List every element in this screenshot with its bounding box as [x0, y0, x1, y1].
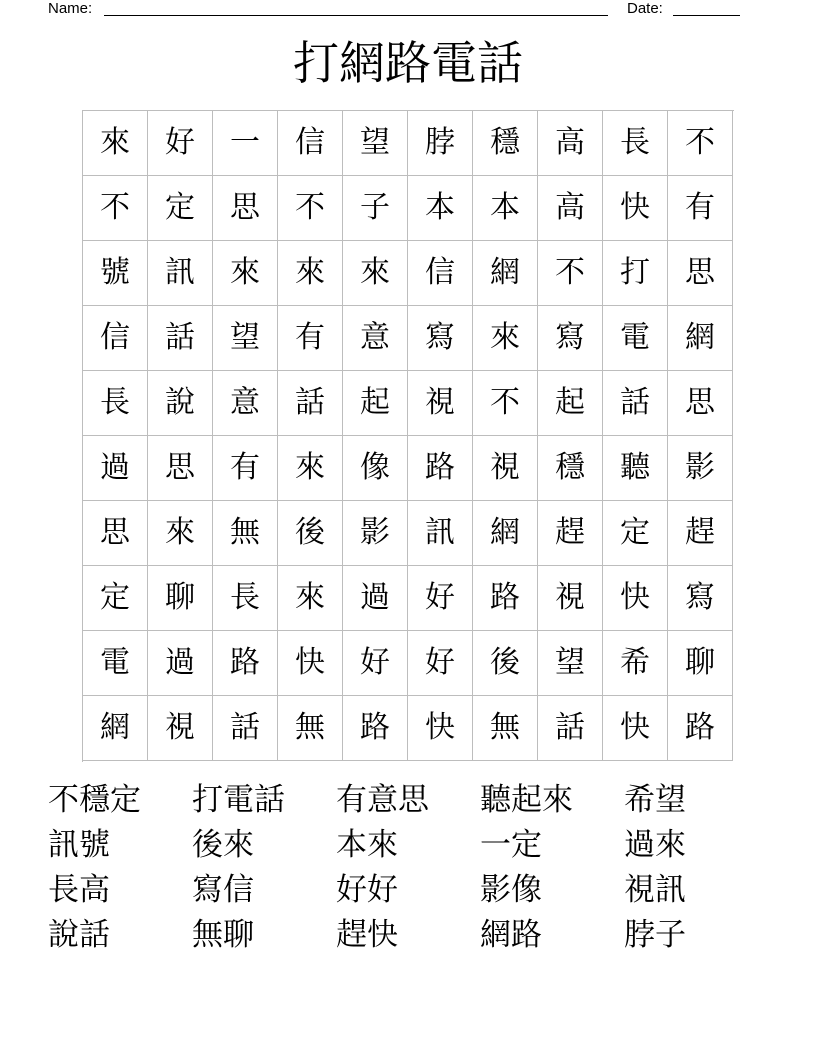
date-label: Date:	[627, 0, 663, 17]
grid-cell: 趕	[668, 501, 733, 566]
grid-cell: 思	[668, 371, 733, 436]
word-list-item: 無聊	[192, 917, 254, 953]
grid-cell: 本	[473, 176, 538, 241]
grid-cell: 話	[278, 371, 343, 436]
grid-cell: 像	[343, 436, 408, 501]
word-list-item: 本來	[336, 827, 398, 863]
grid-cell: 視	[473, 436, 538, 501]
word-list-item: 網路	[480, 917, 542, 953]
grid-cell: 長	[83, 371, 148, 436]
grid-cell: 本	[408, 176, 473, 241]
word-list-item: 不穩定	[48, 782, 141, 818]
grid-cell: 網	[668, 306, 733, 371]
word-list-item: 說話	[48, 917, 110, 953]
grid-cell: 後	[473, 631, 538, 696]
date-blank-line	[673, 15, 740, 16]
grid-cell: 過	[148, 631, 213, 696]
grid-cell: 話	[538, 696, 603, 761]
word-list-item: 好好	[336, 872, 398, 908]
grid-cell: 過	[343, 566, 408, 631]
grid-cell: 視	[408, 371, 473, 436]
word-list-item: 長高	[48, 872, 110, 908]
worksheet-header	[48, 0, 748, 20]
grid-cell: 來	[278, 436, 343, 501]
word-list-item: 聽起來	[480, 782, 573, 818]
grid-cell: 快	[278, 631, 343, 696]
grid-cell: 寫	[668, 566, 733, 631]
grid-cell: 有	[668, 176, 733, 241]
grid-cell: 望	[538, 631, 603, 696]
word-search-grid	[82, 110, 734, 762]
word-list-item: 脖子	[624, 917, 686, 953]
grid-cell: 號	[83, 241, 148, 306]
grid-cell: 路	[668, 696, 733, 761]
grid-cell: 電	[603, 306, 668, 371]
grid-cell: 話	[603, 371, 668, 436]
grid-cell: 網	[473, 501, 538, 566]
grid-cell: 好	[148, 111, 213, 176]
word-list-item: 一定	[480, 827, 542, 863]
grid-cell: 網	[473, 241, 538, 306]
word-list-item: 影像	[480, 872, 542, 908]
grid-cell: 長	[213, 566, 278, 631]
grid-cell: 好	[343, 631, 408, 696]
grid-cell: 路	[408, 436, 473, 501]
grid-cell: 望	[213, 306, 278, 371]
grid-cell: 聊	[668, 631, 733, 696]
word-list-item: 視訊	[624, 872, 686, 908]
grid-cell: 話	[148, 306, 213, 371]
grid-cell: 高	[538, 176, 603, 241]
grid-cell: 無	[278, 696, 343, 761]
grid-cell: 視	[538, 566, 603, 631]
grid-cell: 不	[538, 241, 603, 306]
grid-cell: 望	[343, 111, 408, 176]
grid-cell: 好	[408, 566, 473, 631]
name-label: Name:	[48, 0, 93, 17]
grid-cell: 打	[603, 241, 668, 306]
grid-cell: 來	[278, 241, 343, 306]
grid-cell: 寫	[408, 306, 473, 371]
grid-cell: 有	[213, 436, 278, 501]
page-title: 打網路電話	[293, 36, 523, 90]
word-list-item: 有意思	[336, 782, 429, 818]
grid-cell: 路	[343, 696, 408, 761]
grid-cell: 快	[603, 566, 668, 631]
grid-cell: 快	[603, 696, 668, 761]
grid-cell: 聊	[148, 566, 213, 631]
word-list-item: 過來	[624, 827, 686, 863]
grid-cell: 來	[148, 501, 213, 566]
grid-cell: 起	[343, 371, 408, 436]
grid-cell: 希	[603, 631, 668, 696]
grid-cell: 意	[343, 306, 408, 371]
grid-cell: 不	[668, 111, 733, 176]
grid-cell: 來	[83, 111, 148, 176]
grid-cell: 不	[83, 176, 148, 241]
name-blank-line	[104, 15, 608, 16]
grid-cell: 一	[213, 111, 278, 176]
grid-cell: 思	[213, 176, 278, 241]
grid-cell: 訊	[408, 501, 473, 566]
grid-cell: 信	[83, 306, 148, 371]
grid-cell: 趕	[538, 501, 603, 566]
grid-cell: 來	[343, 241, 408, 306]
grid-cell: 話	[213, 696, 278, 761]
grid-cell: 意	[213, 371, 278, 436]
grid-cell: 影	[343, 501, 408, 566]
grid-cell: 有	[278, 306, 343, 371]
grid-cell: 長	[603, 111, 668, 176]
word-list-item: 打電話	[192, 782, 285, 818]
grid-cell: 說	[148, 371, 213, 436]
grid-cell: 定	[148, 176, 213, 241]
grid-cell: 視	[148, 696, 213, 761]
grid-cell: 起	[538, 371, 603, 436]
word-list	[48, 778, 768, 958]
grid-cell: 脖	[408, 111, 473, 176]
grid-cell: 寫	[538, 306, 603, 371]
word-list-item: 後來	[192, 827, 254, 863]
grid-cell: 過	[83, 436, 148, 501]
grid-cell: 來	[213, 241, 278, 306]
grid-cell: 聽	[603, 436, 668, 501]
grid-cell: 無	[473, 696, 538, 761]
grid-cell: 不	[278, 176, 343, 241]
grid-cell: 信	[408, 241, 473, 306]
word-list-item: 趕快	[336, 917, 398, 953]
grid-cell: 訊	[148, 241, 213, 306]
grid-cell: 高	[538, 111, 603, 176]
grid-cell: 穩	[538, 436, 603, 501]
grid-cell: 思	[83, 501, 148, 566]
grid-cell: 思	[148, 436, 213, 501]
grid-cell: 影	[668, 436, 733, 501]
grid-cell: 路	[213, 631, 278, 696]
grid-cell: 後	[278, 501, 343, 566]
grid-cell: 網	[83, 696, 148, 761]
grid-cell: 快	[408, 696, 473, 761]
grid-cell: 穩	[473, 111, 538, 176]
word-list-item: 寫信	[192, 872, 254, 908]
grid-cell: 快	[603, 176, 668, 241]
grid-cell: 定	[83, 566, 148, 631]
grid-cell: 來	[278, 566, 343, 631]
word-list-item: 希望	[624, 782, 686, 818]
grid-cell: 電	[83, 631, 148, 696]
grid-cell: 信	[278, 111, 343, 176]
grid-cell: 無	[213, 501, 278, 566]
grid-cell: 思	[668, 241, 733, 306]
grid-cell: 路	[473, 566, 538, 631]
grid-cell: 不	[473, 371, 538, 436]
grid-cell: 好	[408, 631, 473, 696]
grid-cell: 定	[603, 501, 668, 566]
grid-cell: 來	[473, 306, 538, 371]
word-list-item: 訊號	[48, 827, 110, 863]
grid-cell: 子	[343, 176, 408, 241]
